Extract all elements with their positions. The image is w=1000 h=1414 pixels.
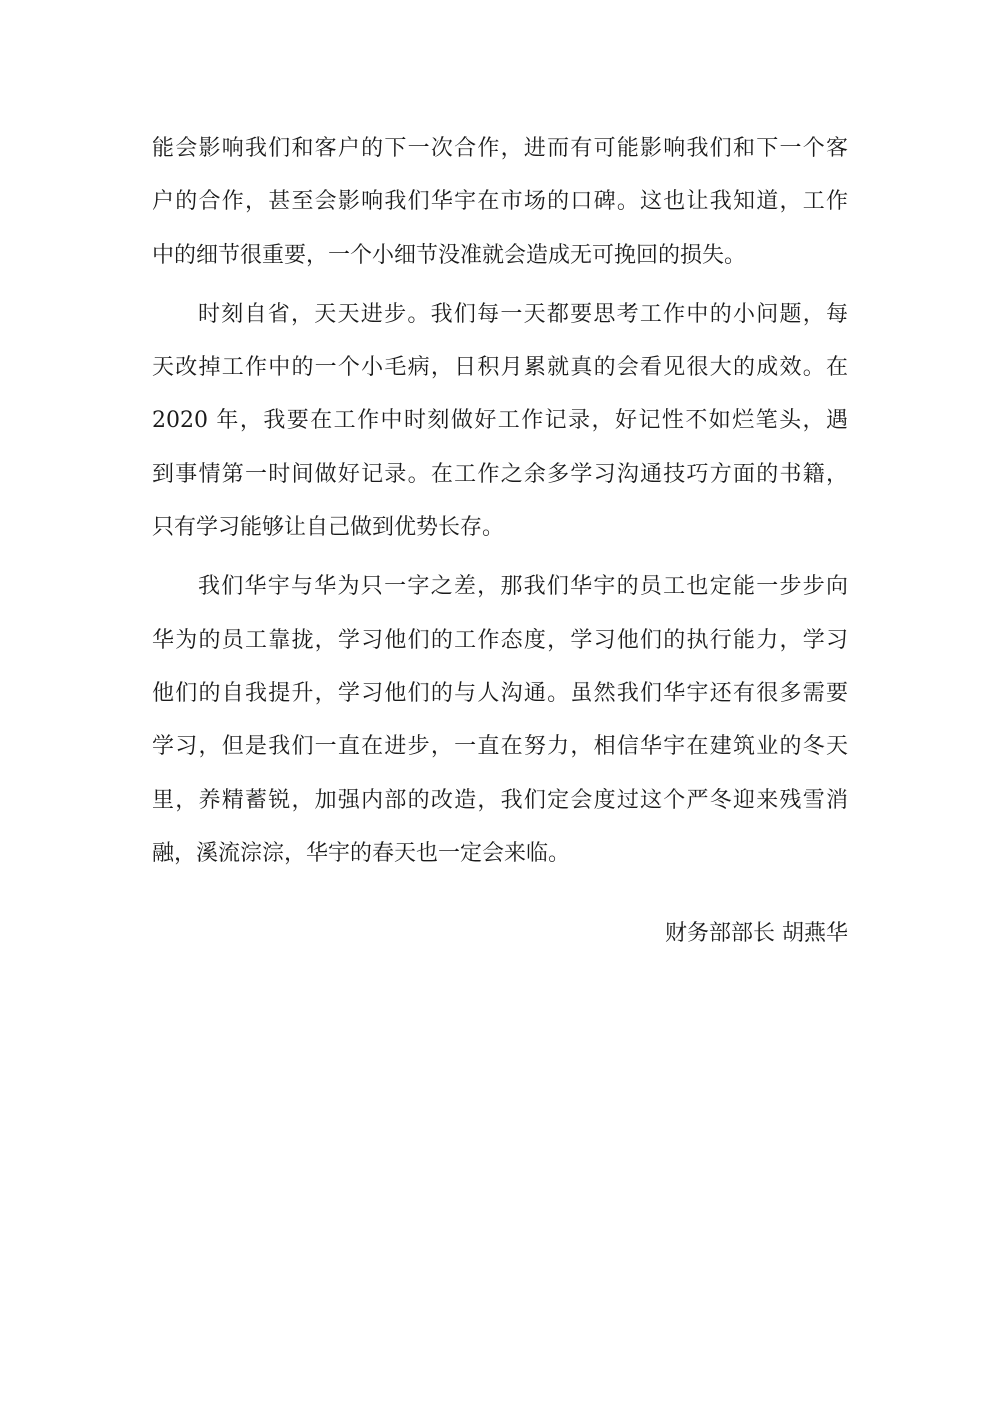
paragraph: [152, 122, 848, 282]
document-body: [152, 122, 848, 880]
text-line: 户的合作，甚至会影响我们华宇在市场的口碑。这也让我知道，工作: [152, 189, 848, 215]
text-line: 华为的员工靠拢，学习他们的工作态度，学习他们的执行能力，学习: [152, 627, 848, 653]
signature-line: 财务部部长 胡燕华: [665, 921, 848, 946]
text-line: 能会影响我们和客户的下一次合作，进而有可能影响我们和下一个客: [152, 136, 848, 161]
paragraph: [152, 288, 848, 554]
text-line: 时刻自省，天天进步。我们每一天都要思考工作中的小问题，每: [198, 301, 848, 327]
text-line: 学习，但是我们一直在进步，一直在努力，相信华宇在建筑业的冬天: [152, 734, 848, 760]
text-line: 只有学习能够让自己做到优势长存。: [152, 515, 505, 541]
text-line: 到事情第一时间做好记录。在工作之余多学习沟通技巧方面的书籍，: [152, 461, 848, 487]
text-line: 天改掉工作中的一个小毛病，日积月累就真的会看见很大的成效。在: [152, 355, 848, 381]
text-line: 融，溪流淙淙，华宇的春天也一定会来临。: [152, 840, 571, 866]
text-line: 中的细节很重要，一个小细节没准就会造成无可挽回的损失。: [152, 242, 747, 268]
text-line: 里，养精蓄锐，加强内部的改造，我们定会度过这个严冬迎来残雪消: [152, 787, 848, 813]
text-line: 2020 年，我要在工作中时刻做好工作记录，好记性不如烂笔头，遇: [152, 408, 848, 434]
paragraph: [152, 560, 848, 880]
text-line: 我们华宇与华为只一字之差，那我们华宇的员工也定能一步步向: [198, 574, 848, 600]
text-line: 他们的自我提升，学习他们的与人沟通。虽然我们华宇还有很多需要: [152, 680, 848, 706]
